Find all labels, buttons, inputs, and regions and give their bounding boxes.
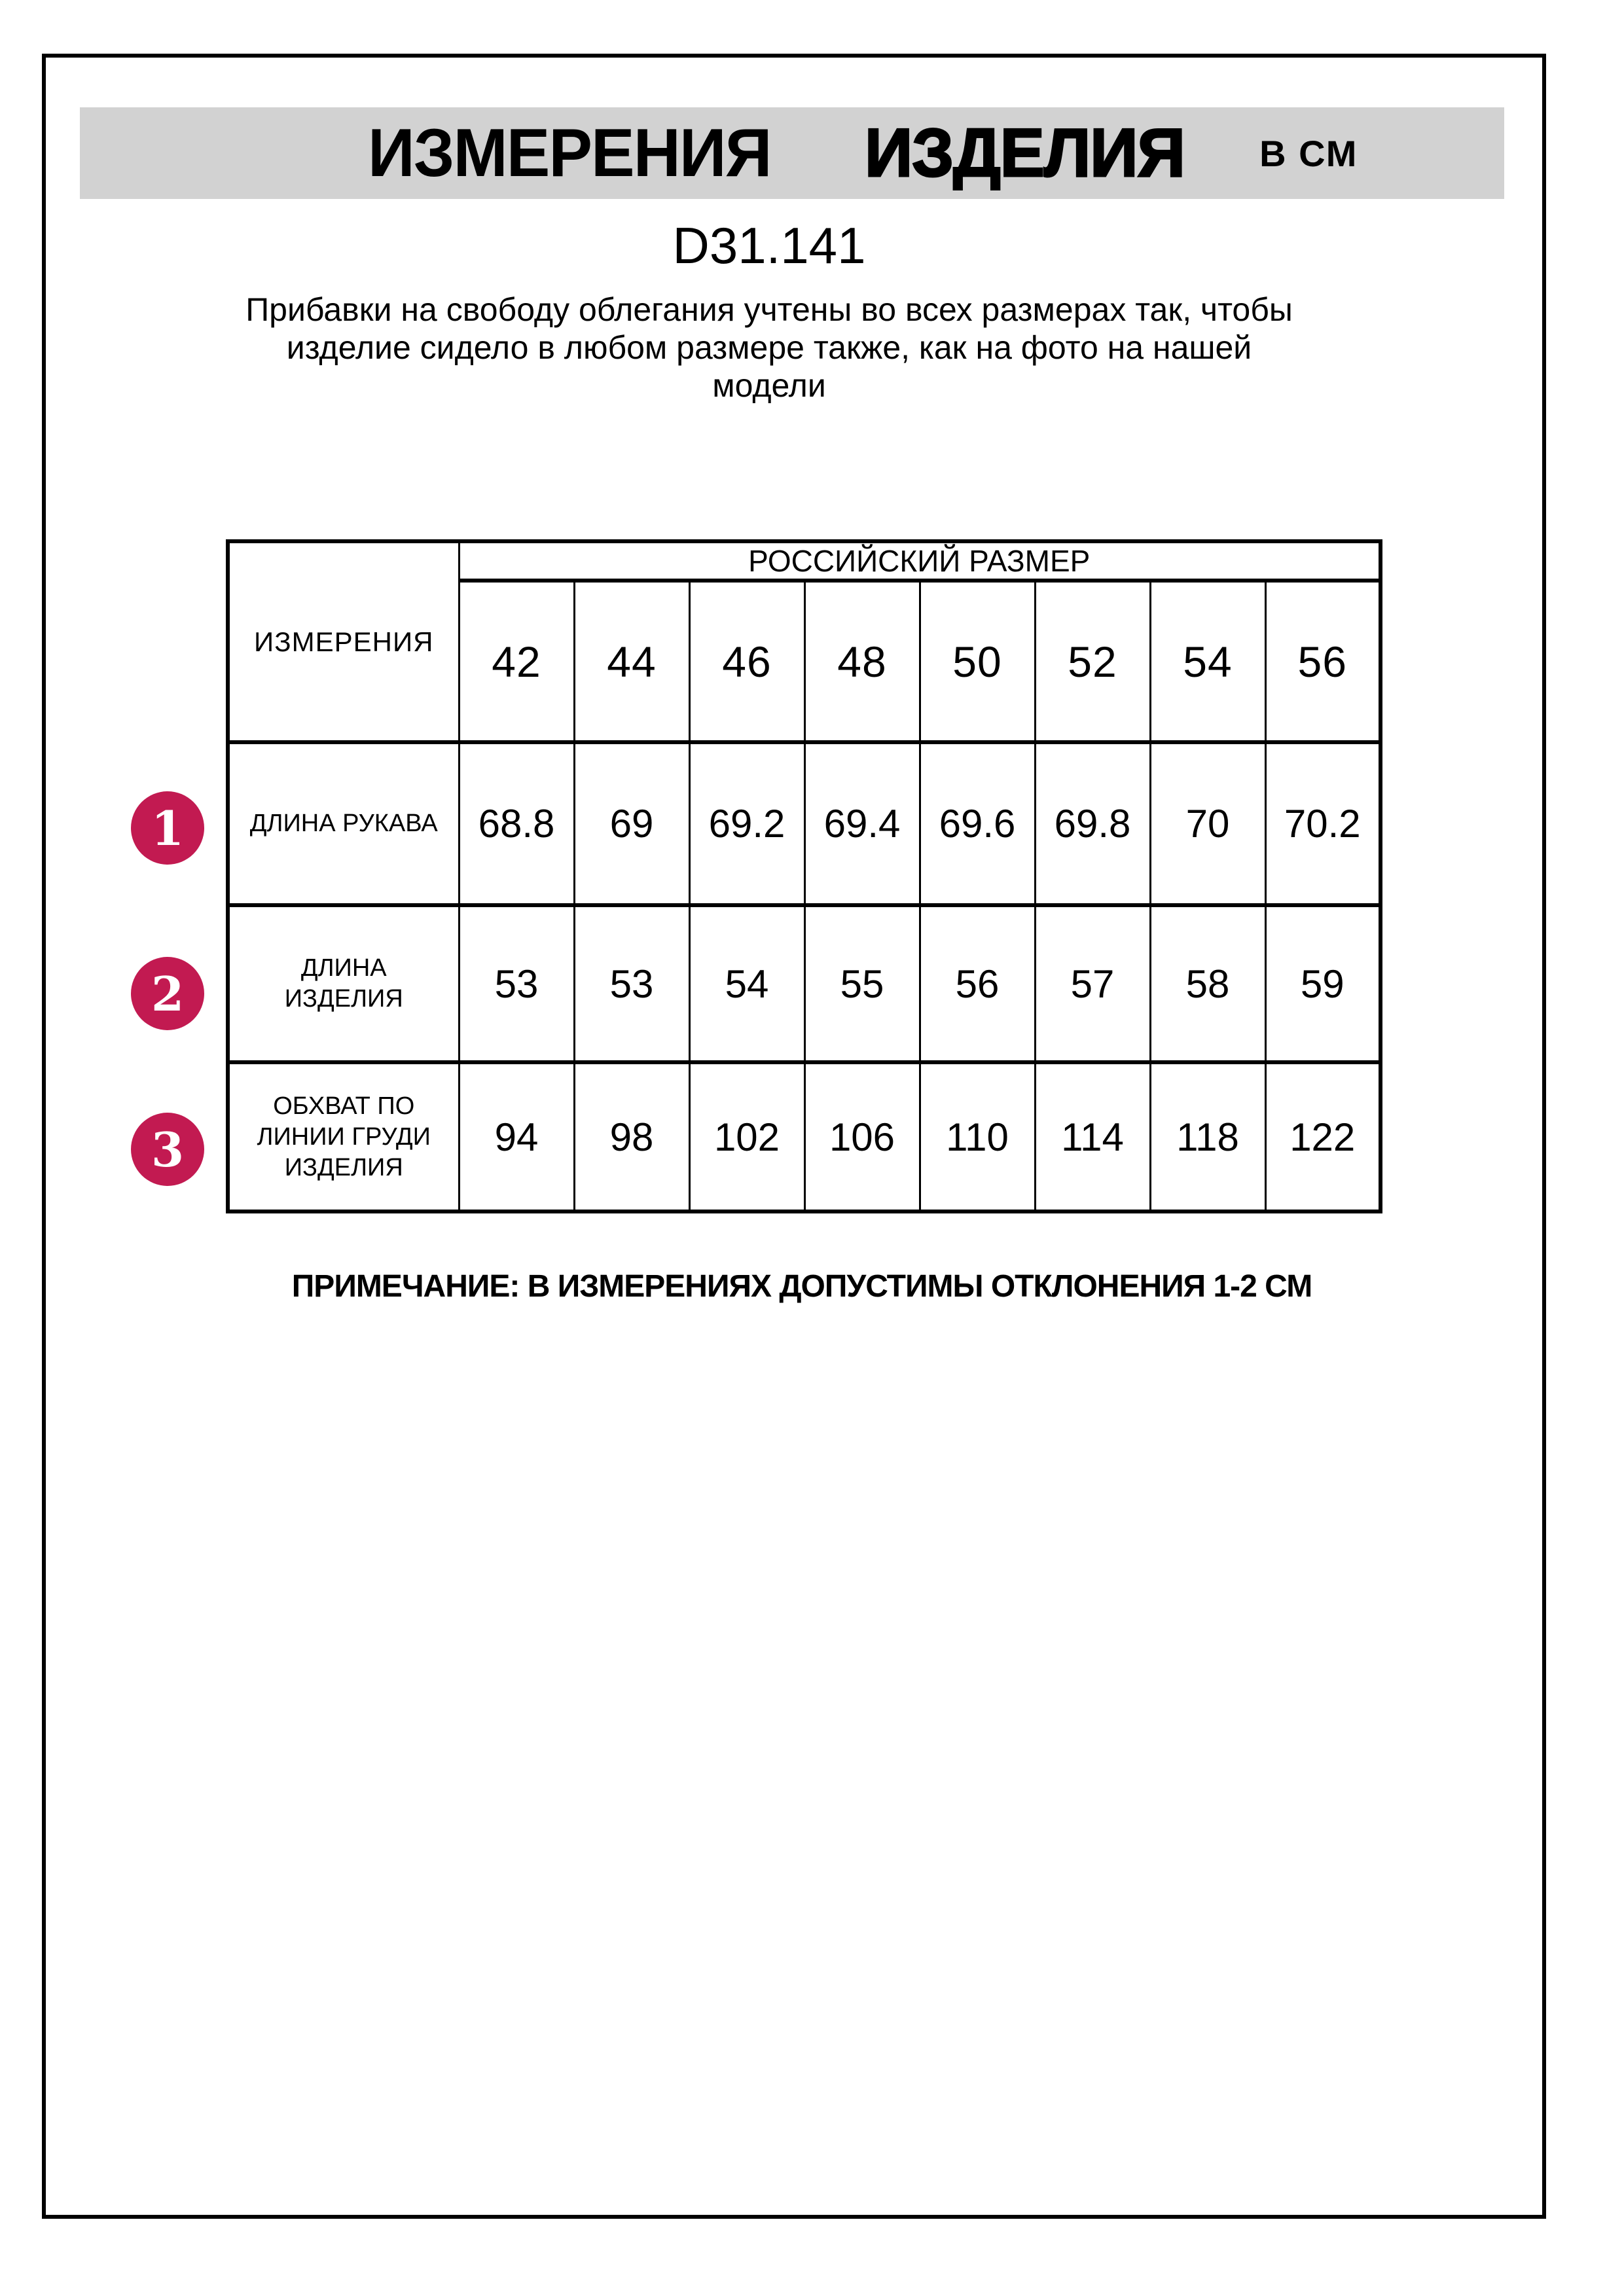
size-col-header: 42 [459, 581, 574, 742]
measurement-value-cell: 68.8 [459, 742, 574, 905]
measurement-value-cell: 57 [1035, 905, 1150, 1062]
table-row-chest-girth [228, 1062, 1380, 1211]
size-col-header: 54 [1150, 581, 1265, 742]
row-number-badge-3: 3 [131, 1113, 204, 1186]
row-label: ОБХВАТ ПО ЛИНИИ ГРУДИ ИЗДЕЛИЯ [228, 1062, 459, 1211]
product-code: D31.141 [672, 217, 866, 274]
measurement-value-cell: 98 [574, 1062, 689, 1211]
measurement-value-cell: 70.2 [1265, 742, 1380, 905]
measurement-value-cell: 110 [920, 1062, 1035, 1211]
page-title-measurements: ИЗМЕРЕНИЯ [368, 115, 771, 191]
measurement-value-cell: 106 [804, 1062, 920, 1211]
measurements-column-header: ИЗМЕРЕНИЯ [228, 541, 459, 742]
row-number-badge-2: 2 [131, 957, 204, 1030]
measurement-value-cell: 69.8 [1035, 742, 1150, 905]
measurement-value-cell: 56 [920, 905, 1035, 1062]
measurement-value-cell: 69.6 [920, 742, 1035, 905]
size-col-header: 44 [574, 581, 689, 742]
measurement-value-cell: 70 [1150, 742, 1265, 905]
row-label: ДЛИНА ИЗДЕЛИЯ [228, 905, 459, 1062]
measurement-value-cell: 69 [574, 742, 689, 905]
measurement-value-cell: 69.4 [804, 742, 920, 905]
size-col-header: 46 [689, 581, 804, 742]
row-label: ДЛИНА РУКАВА [228, 742, 459, 905]
measurement-value-cell: 102 [689, 1062, 804, 1211]
fit-description [98, 291, 1440, 404]
size-col-header: 56 [1265, 581, 1380, 742]
measurement-value-cell: 114 [1035, 1062, 1150, 1211]
tolerance-note: ПРИМЕЧАНИЕ: В ИЗМЕРЕНИЯХ ДОПУСТИМЫ ОТКЛОНЕНИЯ 1-2 СМ [291, 1269, 1312, 1304]
russian-size-group-header: РОССИЙСКИЙ РАЗМЕР [459, 541, 1380, 581]
measurement-value-cell: 94 [459, 1062, 574, 1211]
size-col-header: 50 [920, 581, 1035, 742]
measurement-value-cell: 53 [574, 905, 689, 1062]
page-title-product: ИЗДЕЛИЯ [865, 115, 1185, 191]
measurement-value-cell: 53 [459, 905, 574, 1062]
row-number-badge-1: 1 [131, 791, 204, 865]
measurement-value-cell: 58 [1150, 905, 1265, 1062]
fit-description-line: изделие сидело в любом размере также, как на фото на нашей [286, 329, 1252, 366]
fit-description-line: модели [712, 367, 826, 404]
title-band [80, 107, 1504, 199]
size-col-header: 48 [804, 581, 920, 742]
measurement-value-cell: 118 [1150, 1062, 1265, 1211]
measurement-value-cell: 69.2 [689, 742, 804, 905]
measurement-value-cell: 59 [1265, 905, 1380, 1062]
measurement-value-cell: 55 [804, 905, 920, 1062]
page-title-units: В СМ [1259, 132, 1358, 174]
table-row-item-length [228, 905, 1380, 1062]
fit-description-line: Прибавки на свободу облегания учтены во всех размерах так, чтобы [245, 291, 1293, 328]
size-measurements-table [226, 539, 1382, 1213]
size-col-header: 52 [1035, 581, 1150, 742]
measurement-value-cell: 54 [689, 905, 804, 1062]
measurement-value-cell: 122 [1265, 1062, 1380, 1211]
table-row-sleeve-length [228, 742, 1380, 905]
